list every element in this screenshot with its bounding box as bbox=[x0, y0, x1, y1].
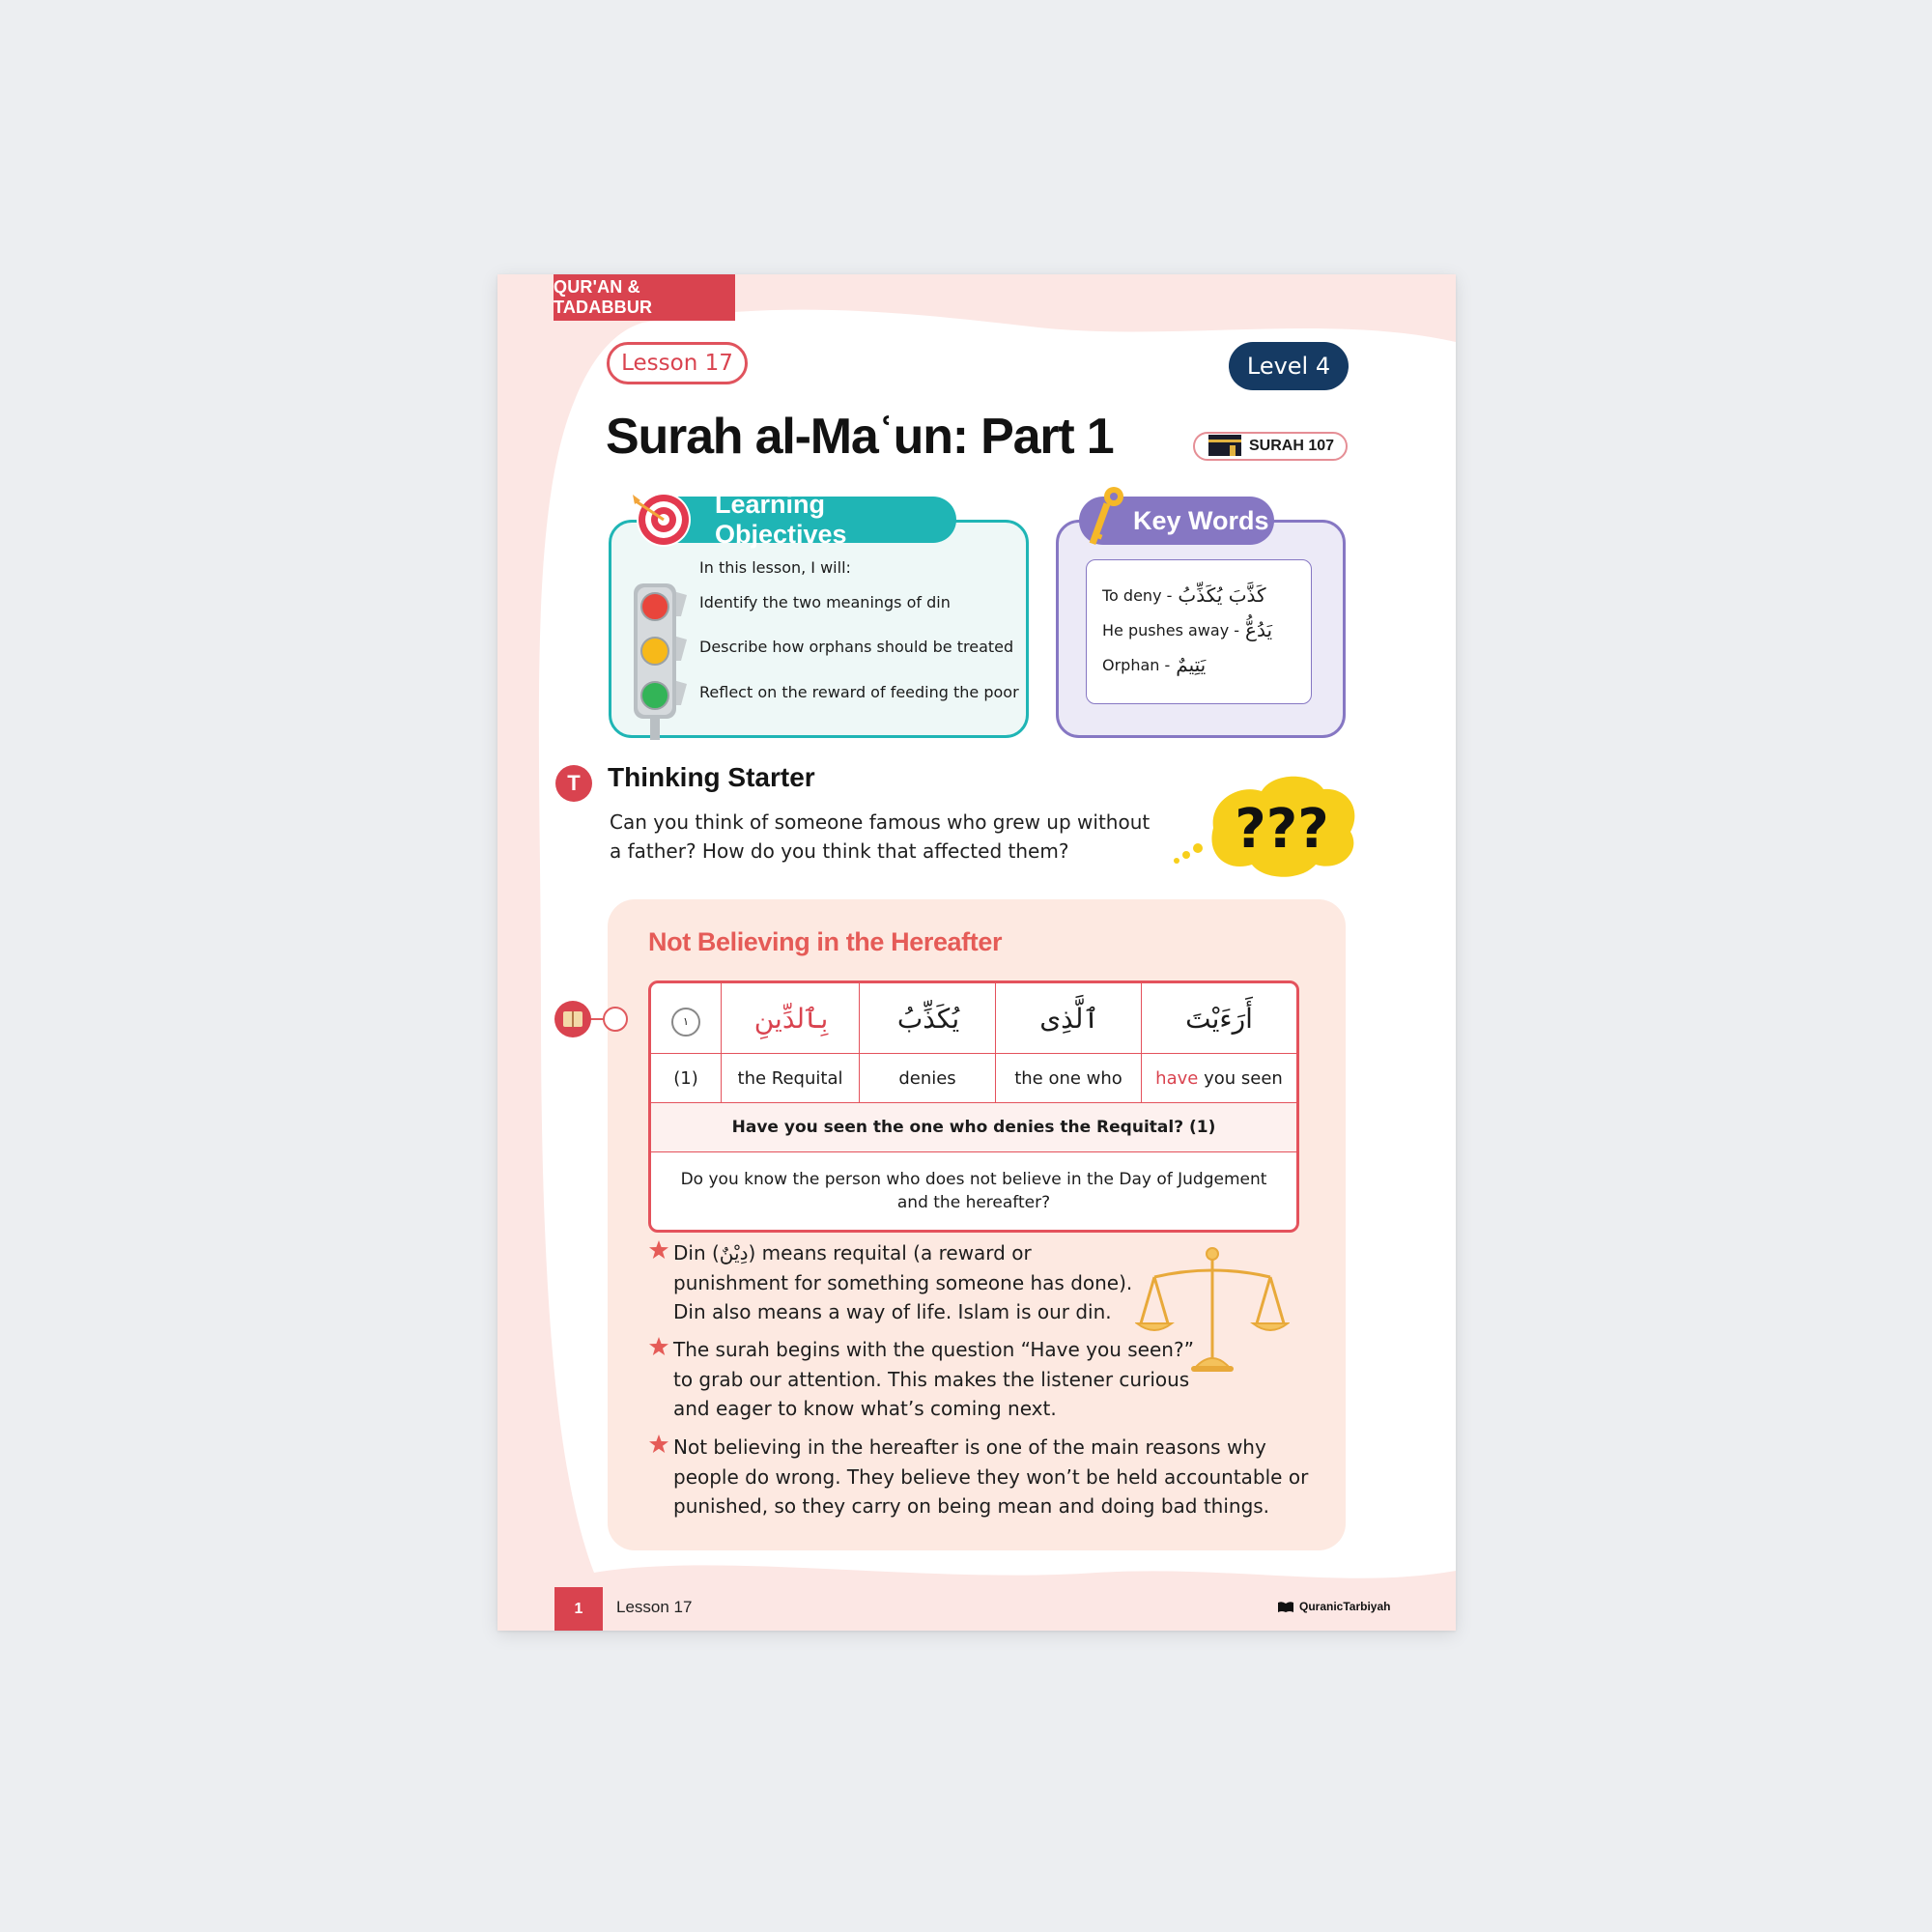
key-word-arabic: كَذَّبَ يُكَذِّبُ bbox=[1178, 583, 1266, 607]
reflection-question: Do you know the person who does not believe in the Day of Judgement and the hereafter? bbox=[680, 1170, 1267, 1212]
key-icon bbox=[1085, 485, 1127, 553]
ayah-table bbox=[648, 980, 1299, 1233]
key-word-item bbox=[1102, 653, 1206, 676]
english-word: the one who bbox=[996, 1054, 1142, 1103]
hereafter-heading: Not Believing in the Hereafter bbox=[648, 927, 1003, 956]
english-word: (1) bbox=[651, 1054, 722, 1103]
bullet-text: Din (دِيْنٌ) means requital (a reward or punishment for something someone has done). Din also means a way of life. Islam is our din. bbox=[673, 1241, 1133, 1323]
question-cloud-icon bbox=[1150, 762, 1372, 883]
objective-item: Identify the two meanings of din bbox=[699, 593, 951, 611]
arabic-word: يُكَذِّبُ bbox=[896, 1002, 960, 1035]
traffic-light-icon bbox=[631, 582, 693, 740]
thinking-starter-question: Can you think of someone famous who grew up without a father? How do you think that affected them? bbox=[610, 810, 1151, 863]
english-word-rest: you seen bbox=[1204, 1067, 1283, 1089]
objective-item: Describe how orphans should be treated bbox=[699, 638, 1014, 656]
key-word-english: Orphan - bbox=[1102, 655, 1171, 674]
learning-objectives-heading: Learning Objectives bbox=[638, 497, 956, 543]
english-row bbox=[651, 1054, 1296, 1103]
brand-name: QuranicTarbiyah bbox=[1299, 1600, 1391, 1613]
amber-light bbox=[641, 638, 668, 665]
quran-book-icon bbox=[554, 1000, 629, 1038]
english-word bbox=[1142, 1054, 1296, 1103]
footer-lesson: Lesson 17 bbox=[616, 1598, 693, 1616]
target-icon bbox=[631, 489, 691, 551]
arabic-row bbox=[651, 983, 1296, 1054]
worksheet-page bbox=[497, 274, 1456, 1631]
kaaba-icon bbox=[1207, 432, 1243, 457]
bullet-text: The surah begins with the question “Have you seen?” to grab our attention. This makes the listener curious and eager to know what’s coming next. bbox=[673, 1338, 1194, 1420]
page-number: 1 bbox=[554, 1587, 603, 1631]
brand-logo bbox=[1277, 1600, 1390, 1613]
key-word-arabic: يَدُعُّ bbox=[1245, 618, 1273, 641]
lesson-pill: Lesson 17 bbox=[607, 342, 748, 384]
reflection-row bbox=[651, 1152, 1296, 1230]
ayah-number-marker: ١ bbox=[671, 1008, 700, 1037]
key-word-item bbox=[1102, 618, 1272, 641]
bullet-point bbox=[648, 1433, 1324, 1521]
star-icon bbox=[648, 1239, 669, 1261]
star-icon bbox=[648, 1336, 669, 1357]
arabic-word: ٱلَّذِى bbox=[1039, 1002, 1099, 1035]
have-word: have bbox=[1155, 1067, 1199, 1089]
english-word: the Requital bbox=[722, 1054, 860, 1103]
key-word-english: To deny - bbox=[1102, 585, 1173, 605]
objectives-intro: In this lesson, I will: bbox=[699, 558, 851, 577]
key-word-arabic: يَتِيمٌ bbox=[1176, 653, 1207, 676]
bullet-point bbox=[648, 1335, 1208, 1424]
surah-badge bbox=[1193, 432, 1348, 461]
bullet-text: Not believing in the hereafter is one of the main reasons why people do wrong. They believe they won’t be held accountable or punished, so they carry on being mean and doing bad things. bbox=[673, 1435, 1309, 1518]
red-light bbox=[641, 593, 668, 620]
scales-of-justice-icon bbox=[1135, 1242, 1290, 1376]
star-icon bbox=[648, 1434, 669, 1455]
arabic-word: أَرَءَيْتَ bbox=[1185, 1002, 1253, 1035]
objective-item: Reflect on the reward of feeding the poor bbox=[699, 683, 1019, 701]
key-words-heading: Key Words bbox=[1079, 497, 1274, 545]
english-word: denies bbox=[860, 1054, 996, 1103]
green-light bbox=[641, 682, 668, 709]
arabic-word: بِٱلدِّينِ bbox=[753, 1002, 829, 1035]
translation-row bbox=[651, 1103, 1296, 1152]
page-title: Surah al-Maʿun: Part 1 bbox=[606, 409, 1114, 465]
thinking-starter-heading: Thinking Starter bbox=[608, 762, 815, 792]
thinking-starter-badge: T bbox=[555, 765, 592, 802]
ayah-translation: Have you seen the one who denies the Requital? (1) bbox=[651, 1103, 1296, 1152]
key-word-english: He pushes away - bbox=[1102, 620, 1240, 639]
book-logo-icon bbox=[1277, 1601, 1294, 1613]
section-tab: QUR'AN & TADABBUR bbox=[554, 274, 735, 321]
key-word-item bbox=[1102, 583, 1266, 607]
surah-number: SURAH 107 bbox=[1249, 438, 1335, 454]
bullet-point bbox=[648, 1238, 1151, 1327]
question-marks: ??? bbox=[1235, 798, 1329, 861]
level-pill: Level 4 bbox=[1229, 342, 1349, 390]
